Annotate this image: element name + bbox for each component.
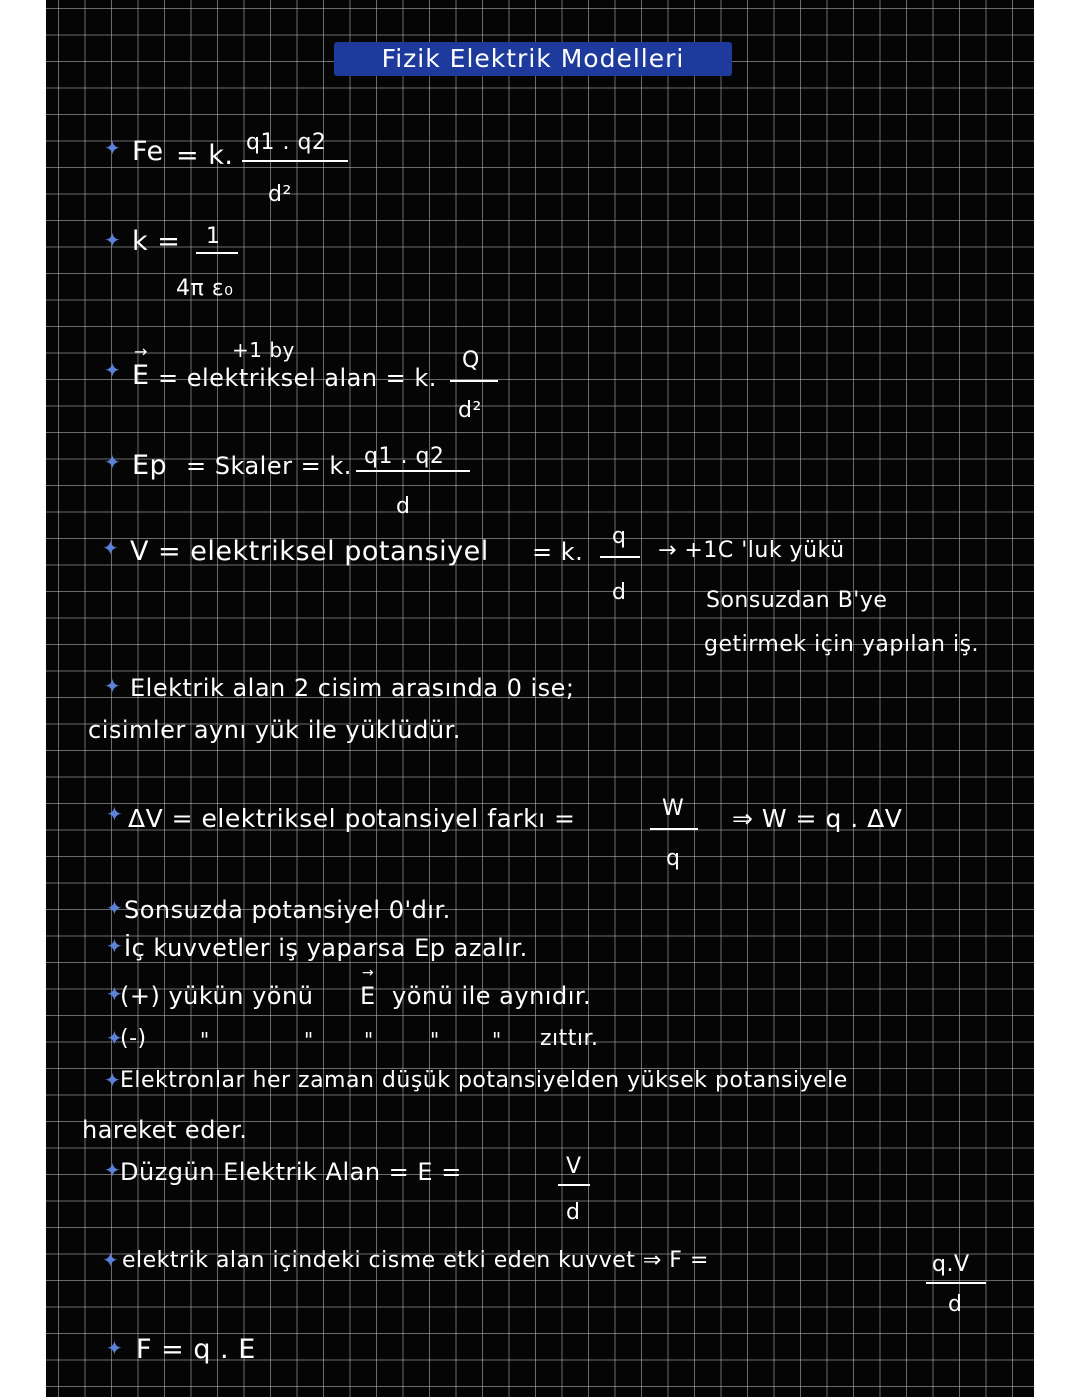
notebook-page xyxy=(46,0,1034,1397)
ditto-mark: " xyxy=(430,1028,440,1052)
list-item: Sonsuzda potansiyel 0'dır. xyxy=(124,896,451,924)
list-item: İç kuvvetler iş yaparsa Ep azalır. xyxy=(124,934,528,962)
ep-mid: = Skaler = k. xyxy=(186,452,352,480)
dv-result: ⇒ W = q . ΔV xyxy=(732,804,903,833)
star-bullet-icon: ✦ xyxy=(104,674,121,698)
e-fraction-bar xyxy=(450,380,498,382)
list-item: Elektronlar her zaman düşük potansiyelden yüksek potansiyele xyxy=(120,1068,848,1093)
fe-eq: = k. xyxy=(176,140,234,171)
page-title: Fizik Elektrik Modelleri xyxy=(381,44,685,73)
list-item: (+) yükün yönü xyxy=(120,982,314,1010)
fe-lhs: Fe xyxy=(132,136,164,167)
list-item: hareket eder. xyxy=(82,1116,248,1144)
star-bullet-icon: ✦ xyxy=(102,1248,119,1272)
e-denominator: d² xyxy=(458,398,482,423)
star-bullet-icon: ✦ xyxy=(106,934,123,958)
e-note: +1 by xyxy=(232,338,295,362)
star-bullet-icon: ✦ xyxy=(104,1158,121,1182)
k-fraction-bar xyxy=(196,252,238,254)
e-lhs: E xyxy=(132,360,150,391)
dv-denominator: q xyxy=(666,846,681,871)
v-note-line3: getirmek için yapılan iş. xyxy=(704,632,980,657)
ep-denominator: d xyxy=(396,494,411,519)
v-lhs: V = elektriksel potansiyel xyxy=(130,536,489,567)
alan-text-line1: Elektrik alan 2 cisim arasında 0 ise; xyxy=(130,674,575,702)
star-bullet-icon: ✦ xyxy=(106,982,123,1006)
star-bullet-icon: ✦ xyxy=(106,1026,123,1050)
fe-denominator: d² xyxy=(268,182,292,207)
alan-text-line2: cisimler aynı yük ile yüklüdür. xyxy=(88,716,461,744)
star-bullet-icon: ✦ xyxy=(104,1068,121,1092)
dv-numerator: W xyxy=(662,796,685,821)
fe-fraction-bar xyxy=(242,160,348,162)
ditto-mark: " xyxy=(364,1028,374,1052)
dv-fraction-bar xyxy=(650,828,698,830)
kuvvet-denominator: d xyxy=(948,1292,963,1317)
v-denominator: d xyxy=(612,580,627,605)
kuvvet-lhs: elektrik alan içindeki cisme etki eden kuvvet ⇒ F = xyxy=(122,1248,709,1273)
star-bullet-icon: ✦ xyxy=(106,896,123,920)
star-bullet-icon: ✦ xyxy=(104,136,121,160)
list-item: zıttır. xyxy=(540,1026,599,1051)
duzgun-fraction-bar xyxy=(558,1184,590,1186)
ditto-mark: " xyxy=(492,1028,502,1052)
list-item-vector: E xyxy=(360,982,376,1010)
duzgun-numerator: V xyxy=(566,1154,582,1179)
v-numerator: q xyxy=(612,524,627,549)
star-bullet-icon: ✦ xyxy=(104,450,121,474)
ep-numerator: q1 . q2 xyxy=(364,444,445,469)
ditto-mark: " xyxy=(200,1028,210,1052)
dv-lhs: ΔV = elektriksel potansiyel farkı = xyxy=(128,804,576,833)
v-mid: = k. xyxy=(532,538,584,566)
title-banner xyxy=(334,42,732,76)
star-bullet-icon: ✦ xyxy=(104,228,121,252)
fe-numerator: q1 . q2 xyxy=(246,130,327,155)
k-lhs: k = xyxy=(132,226,181,257)
kuvvet-numerator: q.V xyxy=(932,1252,970,1277)
star-bullet-icon: ✦ xyxy=(106,802,123,826)
star-bullet-icon: ✦ xyxy=(106,1336,123,1360)
vector-arrow-icon: → xyxy=(134,342,148,361)
k-numerator: 1 xyxy=(206,224,221,249)
e-mid: = elektriksel alan = k. xyxy=(158,364,437,392)
k-denominator: 4π ε₀ xyxy=(176,276,234,301)
e-numerator: Q xyxy=(462,348,480,373)
f-formula: F = q . E xyxy=(136,1334,256,1365)
star-bullet-icon: ✦ xyxy=(104,358,121,382)
star-bullet-icon: ✦ xyxy=(102,536,119,560)
list-item: yönü ile aynıdır. xyxy=(392,982,592,1010)
duzgun-denominator: d xyxy=(566,1200,581,1225)
ep-fraction-bar xyxy=(356,470,470,472)
ep-lhs: Ep xyxy=(132,450,168,481)
v-note-line2: Sonsuzdan B'ye xyxy=(706,588,888,613)
v-fraction-bar xyxy=(600,556,640,558)
duzgun-lhs: Düzgün Elektrik Alan = E = xyxy=(120,1158,462,1186)
vector-arrow-icon: → xyxy=(362,965,374,981)
kuvvet-fraction-bar xyxy=(926,1282,986,1284)
ditto-mark: " xyxy=(304,1028,314,1052)
v-note-line1: → +1C 'luk yükü xyxy=(658,538,845,563)
list-item: (-) xyxy=(120,1026,147,1051)
